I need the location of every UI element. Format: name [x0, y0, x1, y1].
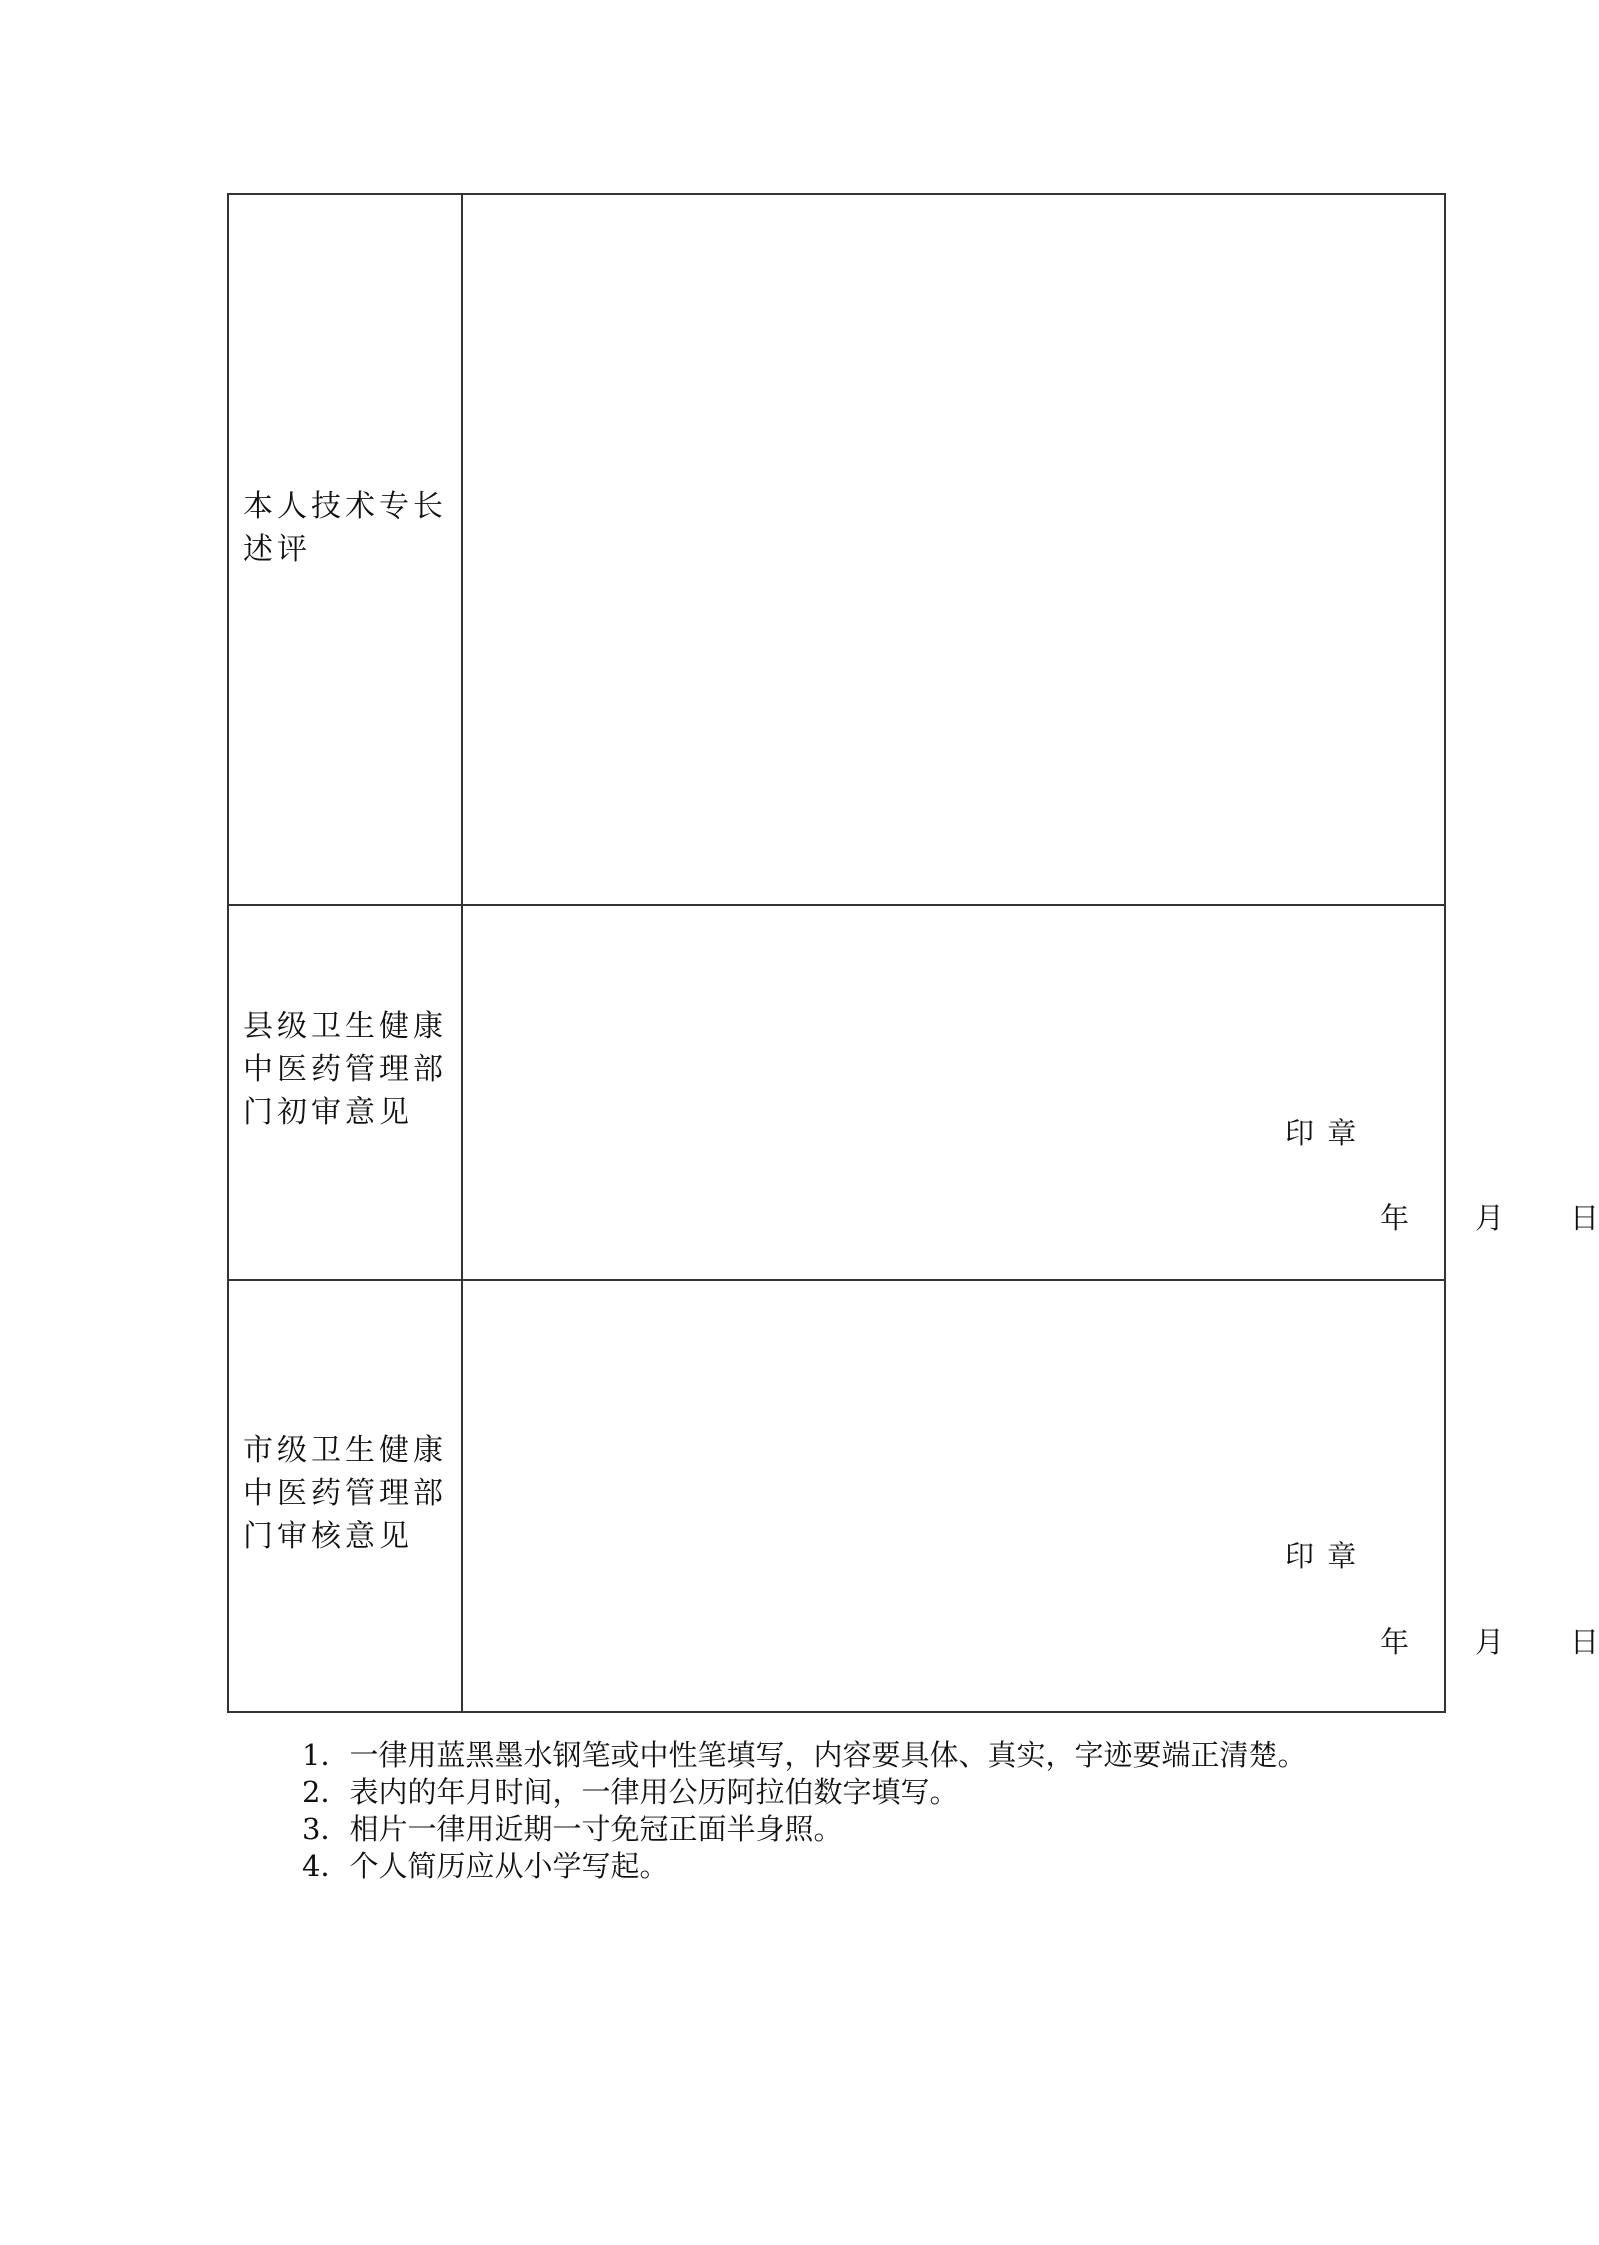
seal-label: 印 章 [1285, 1539, 1359, 1573]
review-form-table [227, 193, 1599, 1713]
row-label: 本人技术专长述评 [243, 489, 447, 567]
row-label: 县级卫生健康中医药管理部门初审意见 [243, 1009, 447, 1130]
note-item: 2．表内的年月时间，一律用公历阿拉伯数字填写。 [302, 1775, 959, 1809]
label-cell [229, 195, 463, 904]
year-label: 年 [1380, 1625, 1410, 1659]
day-label: 日 [1570, 1201, 1599, 1235]
day-label: 日 [1570, 1625, 1599, 1659]
label-cell [229, 1281, 463, 1713]
month-label: 月 [1475, 1625, 1505, 1659]
row-county-review [229, 904, 1599, 1279]
city-opinion-field[interactable] [463, 1281, 1599, 1713]
row-technical-expertise [229, 195, 1444, 904]
note-item: 3．相片一律用近期一寸免冠正面半身照。 [302, 1812, 843, 1846]
label-cell [229, 906, 463, 1279]
county-opinion-field[interactable] [463, 906, 1599, 1279]
year-label: 年 [1380, 1201, 1410, 1235]
row-city-review [229, 1279, 1599, 1713]
expertise-content-field[interactable] [463, 195, 1444, 904]
month-label: 月 [1475, 1201, 1505, 1235]
note-item: 4．个人简历应从小学写起。 [302, 1849, 669, 1883]
filling-instructions [242, 1737, 1362, 1885]
seal-label: 印 章 [1285, 1116, 1359, 1150]
row-label: 市级卫生健康中医药管理部门审核意见 [243, 1433, 447, 1554]
date-line [1380, 1620, 1599, 1661]
date-line [1380, 1196, 1599, 1237]
note-item: 1．一律用蓝黑墨水钢笔或中性笔填写，内容要具体、真实，字迹要端正清楚。 [302, 1738, 1307, 1772]
